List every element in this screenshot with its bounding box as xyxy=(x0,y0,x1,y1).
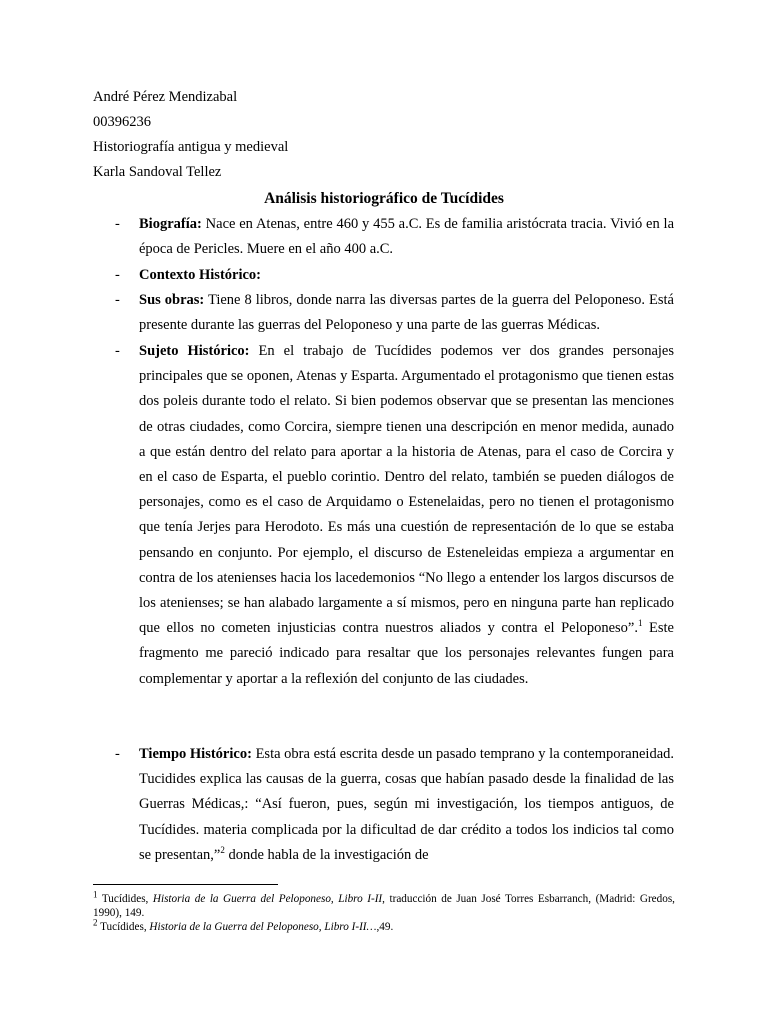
footnote-text: Tucídides, xyxy=(97,893,153,905)
bullet-dash: - xyxy=(115,292,120,308)
item-text: En el trabajo de Tucídides podemos ver dos grandes personajes principales que se oponen, Atenas y Esparta. Argumentado el protagonismo que tienen estas dos poleis durante todo el relato. Si bien podemos observar que se presentan las menciones de otras ciudades, como Corcira, siempre tienen una descripción en menor medida, aunado a que están dentro del relato para aportar a la historia de Atenas, para el caso de Corcira y en el caso de Esparta, el pueblo corintio. Dentro del relato, también se pueden diálogos de personajes, como es el caso de Arquidamo o Estenelaidas, pero no tienen el protagonismo que tenía Jerjes para Herodoto. Es más una cuestión de representación de lo que se estaba pensando en conjunto. Por ejemplo, el discurso de Esteneleidas empieza a argumentar en contra de los atenienses hacia los lacedemonios “No llego a entender los largos discursos de los atenienses; se han alabado largamente a sí mismos, pero en ninguna parte han replicado que ellos no cometen injusticias contra nuestros aliados y contra el Peloponeso”. xyxy=(139,343,675,637)
footnote-text-rest: , traducción de Juan José Torres Esbarranch, (Madrid: Gredos, 1990), 149. xyxy=(93,893,675,919)
footnote-separator xyxy=(93,884,278,885)
list-item-body xyxy=(139,288,674,338)
document-title: Análisis historiográfico de Tucídides xyxy=(264,190,504,207)
item-text-continued: Este fragmento me pareció indicado para resaltar que los personajes relevantes fungen para complementar y aportar a la reflexión del conjunto de las ciudades. xyxy=(139,620,674,687)
student-id: 00396236 xyxy=(93,114,151,130)
item-text: Tiene 8 libros, donde narra las diversas partes de la guerra del Peloponeso. Está presente durante las guerras del Peloponeso y una parte de las guerras Médicas. xyxy=(139,292,674,334)
item-label: Sujeto Histórico: xyxy=(139,343,250,359)
list-item-body xyxy=(139,212,674,262)
footnote-book-title: Historia de la Guerra del Peloponeso, Libro I-II… xyxy=(149,921,377,933)
footnote-ref[interactable]: 2 xyxy=(220,844,225,855)
list-item-body xyxy=(139,742,674,868)
footnotes xyxy=(93,889,675,936)
item-label: Sus obras: xyxy=(139,292,205,308)
footnote-2 xyxy=(93,917,675,935)
bullet-dash: - xyxy=(115,267,120,283)
list-item-body xyxy=(139,339,674,692)
footnote-number: 1 xyxy=(93,889,98,900)
item-text: Esta obra está escrita desde un pasado temprano y la contemporaneidad. Tucidides explica las causas de la guerra, cosas que habían pasado desde la finalidad de las Guerras Médicas,: “Así fueron, pues, según mi investigación, los tiempos antiguos, de Tucídides. materia complicada por la dificultad de dar crédito a todos los indicios tal como se presentan,” xyxy=(139,746,675,863)
footnote-text: Tucídides, xyxy=(97,921,150,933)
list-item-body xyxy=(139,263,674,288)
item-text-continued: donde habla de la investigación de xyxy=(224,846,429,863)
item-label: Contexto Histórico: xyxy=(139,267,262,283)
author-name: André Pérez Mendizabal xyxy=(93,89,238,105)
bullet-dash: - xyxy=(115,343,120,359)
footnote-book-title: Historia de la Guerra del Peloponeso, Libro I-II xyxy=(152,893,383,905)
footnote-number: 2 xyxy=(93,917,98,928)
bullet-dash: - xyxy=(115,216,120,232)
footnote-text-rest: ,49. xyxy=(376,921,394,933)
footnote-1 xyxy=(93,889,675,920)
footnote-ref[interactable]: 1 xyxy=(638,618,643,629)
item-text: Nace en Atenas, entre 460 y 455 a.C. Es de familia aristócrata tracia. Vivió en la época de Pericles. Muere en el año 400 a.C. xyxy=(139,216,675,258)
course-name: Historiografía antigua y medieval xyxy=(93,139,289,155)
item-label: Biografía: xyxy=(139,216,202,232)
item-label: Tiempo Histórico: xyxy=(139,746,252,762)
bullet-dash: - xyxy=(115,746,120,762)
teacher-name: Karla Sandoval Tellez xyxy=(93,164,222,180)
